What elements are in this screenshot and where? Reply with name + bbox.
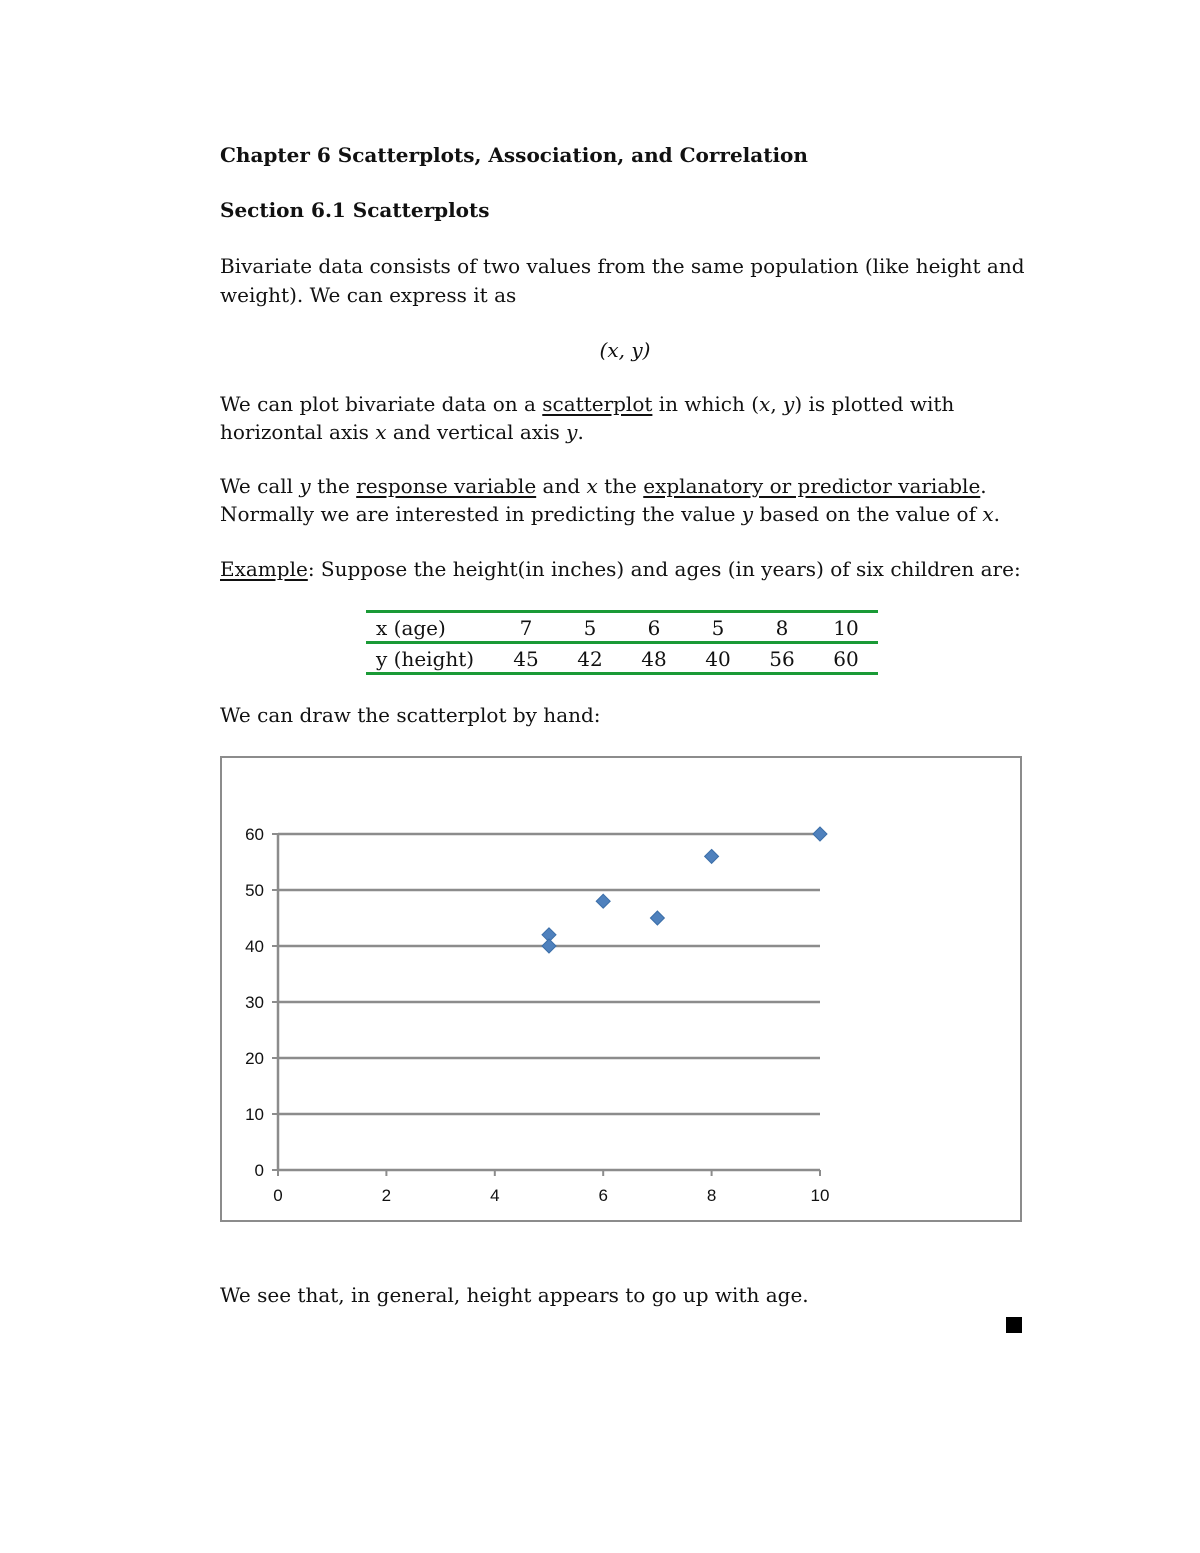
scatterplot-svg [222,758,1022,1222]
text-span: . [577,420,584,444]
y-tick-label: 10 [245,1105,264,1124]
table-cell: 10 [814,612,878,643]
table-cell: 5 [558,612,622,643]
age-height-table [366,610,878,675]
text-span: . [993,502,1000,526]
table-cell: 60 [814,643,878,674]
variables-definition-line-2 [220,500,1000,529]
text-span: the [597,474,644,498]
table-cell: 48 [622,643,686,674]
text-span: based on the value of [753,502,983,526]
table-cell: 40 [686,643,750,674]
example-text: : Suppose the height(in inches) and ages (in years) of six children are: [307,557,1021,581]
table-row-height [366,643,878,674]
var-x: x [375,420,387,444]
section-title: Section 6.1 Scatterplots [220,198,490,222]
text-span: Normally we are interested in predicting the value [220,502,742,526]
text-span: . [980,474,987,498]
y-tick-label: 20 [245,1049,264,1068]
scatterplot-chart [220,756,1022,1222]
var-x: x [982,502,994,526]
scatter-definition-line-1 [220,390,954,419]
text-span: horizontal axis [220,420,376,444]
pair-expression: (x, y) [599,338,651,362]
var-y: y [566,420,578,444]
y-tick-label: 0 [254,1161,264,1180]
draw-instruction: We can draw the scatterplot by hand: [220,703,601,727]
conclusion-text: We see that, in general, height appears to go up with age. [220,1283,809,1307]
table-cell: 56 [750,643,814,674]
example-label: Example [220,557,308,581]
variables-definition-line-1 [220,472,987,501]
end-of-proof-square-icon [1006,1317,1022,1333]
x-tick-label: 6 [598,1186,608,1205]
table-cell: 6 [622,612,686,643]
explanatory-variable-term: explanatory or predictor variable [643,474,981,498]
response-variable-term: response variable [356,474,537,498]
scatter-definition-line-2 [220,418,584,447]
x-tick-label: 4 [490,1186,500,1205]
scatter-point [813,827,827,841]
var-x: x [586,474,598,498]
document-page [220,0,1030,1553]
scatter-point [705,849,719,863]
row-label-height: y (height) [366,643,494,674]
y-tick-label: 40 [245,937,264,956]
scatter-point [650,911,664,925]
var-x: x [759,392,771,416]
text-span: in which ( [652,392,760,416]
y-tick-label: 60 [245,825,264,844]
text-span: the [310,474,357,498]
table-cell: 45 [494,643,558,674]
var-y: y [299,474,311,498]
intro-line-1: Bivariate data consists of two values from the same population (like height and [220,254,1025,278]
text-span: and [536,474,587,498]
text-span: We call [220,474,300,498]
x-tick-label: 0 [273,1186,283,1205]
text-span: and vertical axis [386,420,567,444]
x-tick-label: 2 [381,1186,392,1205]
chapter-title: Chapter 6 Scatterplots, Association, and Correlation [220,143,808,167]
y-tick-label: 30 [245,993,264,1012]
intro-line-2: weight). We can express it as [220,283,517,307]
var-y: y [783,392,795,416]
example-line [220,555,1021,584]
table-cell: 7 [494,612,558,643]
table-cell: 42 [558,643,622,674]
text-span: We can plot bivariate data on a [220,392,543,416]
table-cell: 5 [686,612,750,643]
x-tick-label: 8 [706,1186,717,1205]
text-span: ) is plotted with [794,392,955,416]
row-label-age: x (age) [366,612,494,643]
table-row-age [366,612,878,643]
scatter-point [542,939,556,953]
scatter-point [596,894,610,908]
var-y: y [741,502,754,526]
x-tick-label: 10 [810,1186,830,1205]
table-cell: 8 [750,612,814,643]
y-tick-label: 50 [245,881,264,900]
scatterplot-term: scatterplot [542,392,653,416]
text-span: , [770,392,784,416]
